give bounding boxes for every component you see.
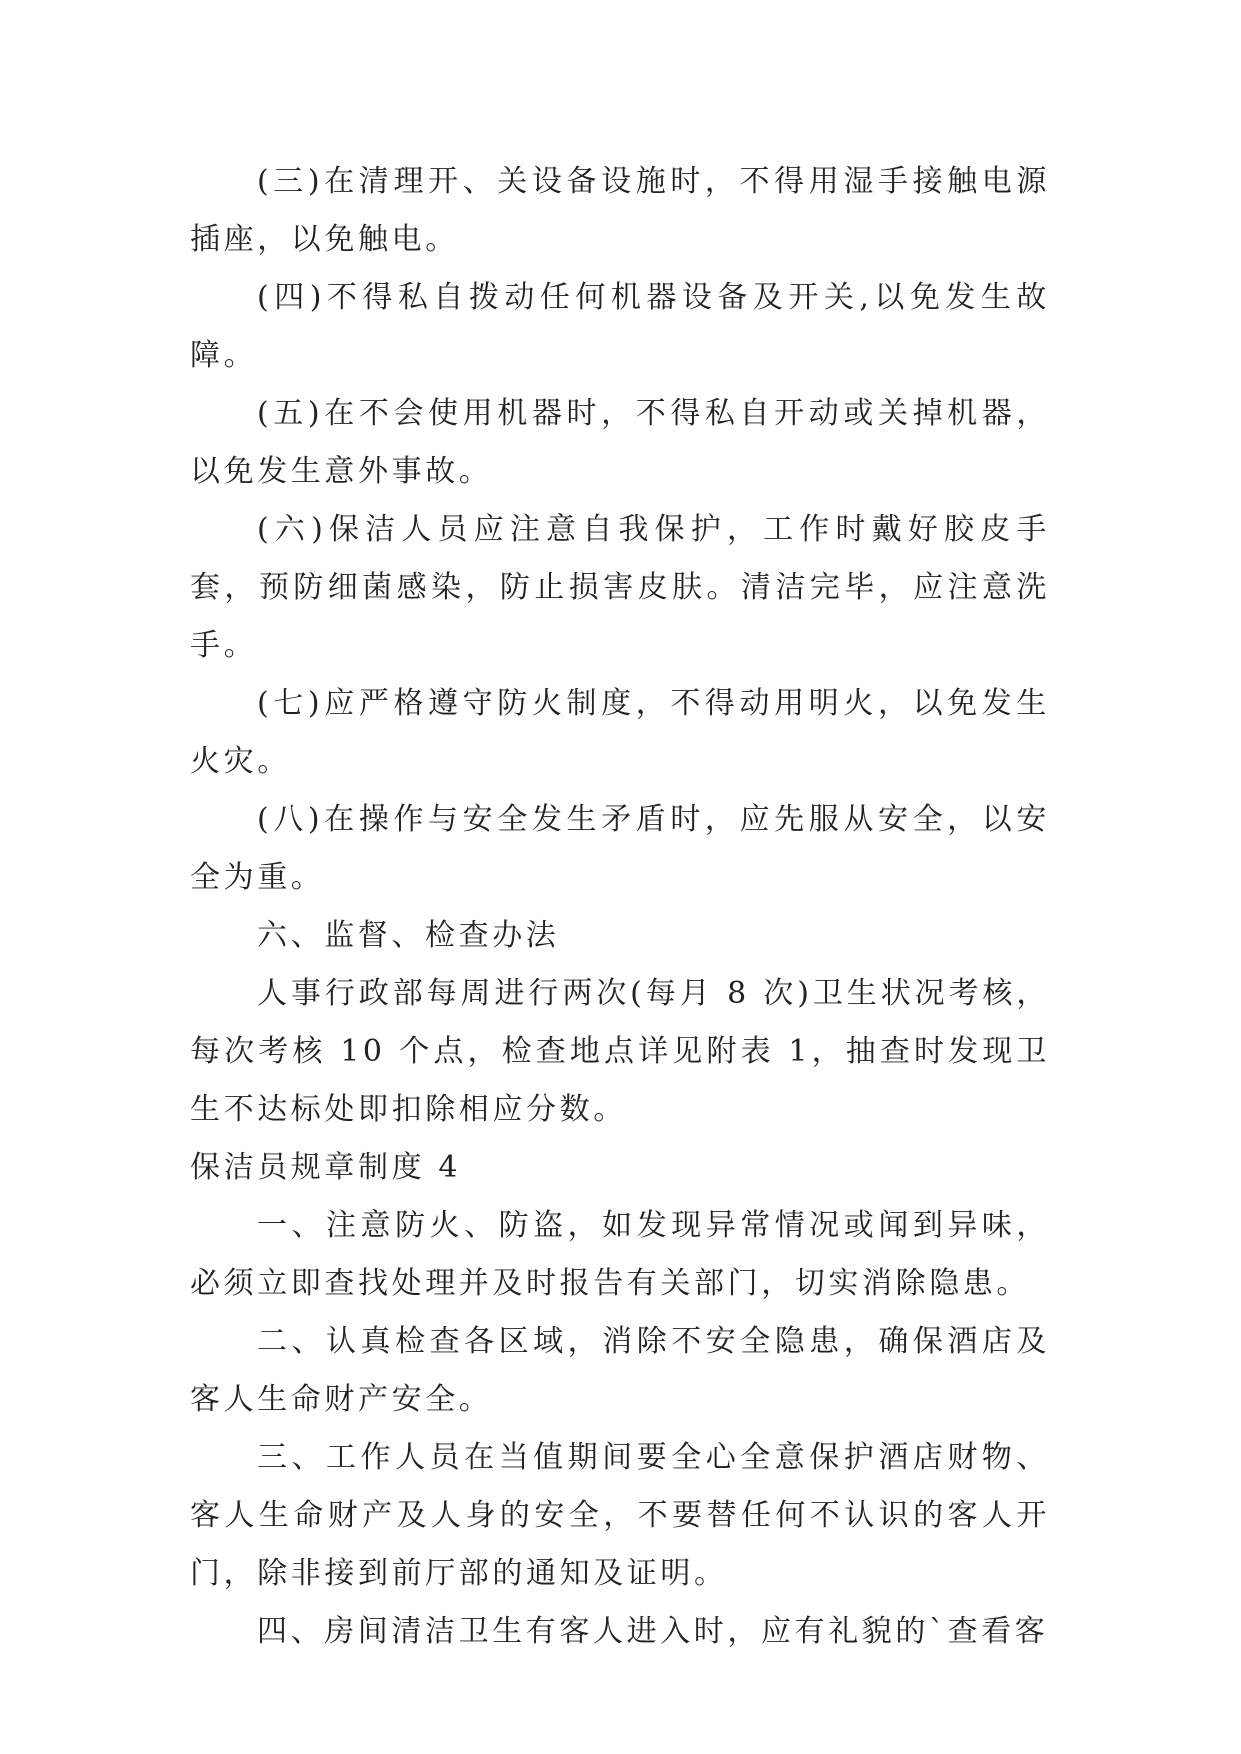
section-heading-supervision: 六、监督、检查办法 [257,918,560,953]
document-body [190,153,1050,1661]
paragraph-item-3: (三)在清理开、关设备设施时，不得用湿手接触电源插座，以免触电。 [190,164,1050,257]
paragraph-rule-4: 四、房间清洁卫生有客人进入时，应有礼貌的`查看客 [257,1614,1049,1649]
paragraph-rule-1: 一、注意防火、防盗，如发现异常情况或闻到异味，必须立即查找处理并及时报告有关部门，切实消除隐患。 [190,1208,1050,1301]
paragraph-rule-3: 三、工作人员在当值期间要全心全意保护酒店财物、客人生命财产及人身的安全，不要替任何不认识的客人开门，除非接到前厅部的通知及证明。 [190,1440,1050,1591]
paragraph-item-5: (五)在不会使用机器时，不得私自开动或关掉机器，以免发生意外事故。 [190,396,1050,489]
paragraph-rule-2: 二、认真检查各区域，消除不安全隐患，确保酒店及客人生命财产安全。 [190,1324,1050,1417]
paragraph-item-8: (八)在操作与安全发生矛盾时，应先服从安全，以安全为重。 [190,802,1050,895]
section-title-rules-4: 保洁员规章制度 4 [190,1150,462,1185]
paragraph-item-4: (四)不得私自拨动任何机器设备及开关,以免发生故障。 [190,280,1050,373]
paragraph-item-7: (七)应严格遵守防火制度，不得动用明火，以免发生火灾。 [190,686,1050,779]
paragraph-inspection: 人事行政部每周进行两次(每月 8 次)卫生状况考核，每次考核 10 个点，检查地点详见附表 1，抽查时发现卫生不达标处即扣除相应分数。 [190,976,1050,1127]
paragraph-item-6: (六)保洁人员应注意自我保护，工作时戴好胶皮手套，预防细菌感染，防止损害皮肤。清洁完毕，应注意洗手。 [190,512,1050,663]
